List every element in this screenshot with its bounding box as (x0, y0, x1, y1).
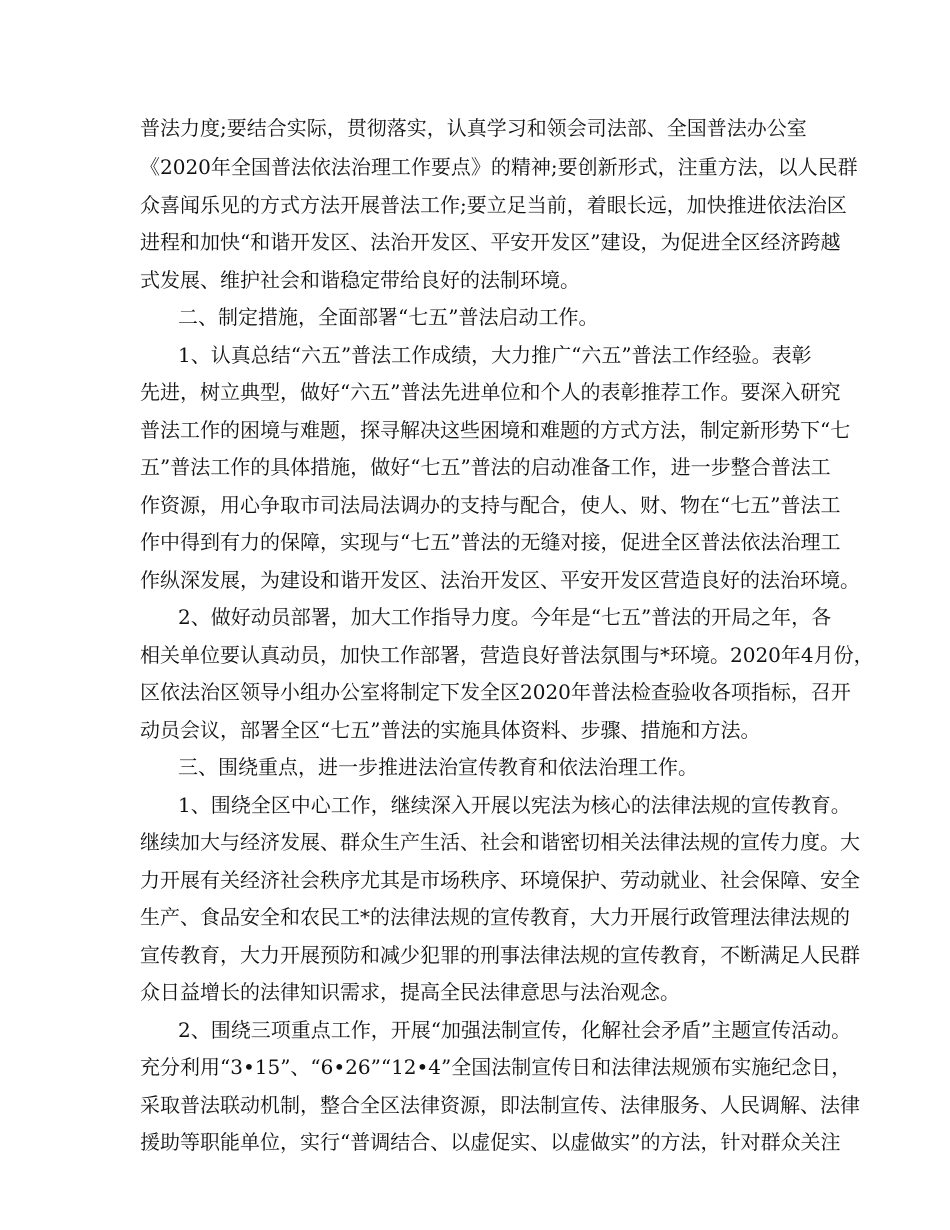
text-line: 普法工作的困境与难题，探寻解决这些困境和难题的方式方法，制定新形势下“七 (140, 418, 851, 442)
text-line: 作资源，用心争取市司法局法调办的支持与配合，使人、财、物在“七五”普法工 (140, 493, 841, 517)
text-line: 1、认真总结“六五”普法工作成绩，大力推广“六五”普法工作经验。表彰 (178, 343, 812, 367)
text-line: 五”普法工作的具体措施，做好“七五”普法的启动准备工作，进一步整合普法工 (140, 455, 831, 479)
text-line: 生产、食品安全和农民工*的法律法规的宣传教育，大力开展行政管理法律法规的 (140, 905, 850, 929)
text-line: 区依法治区领导小组办公室将制定下发全区2020年普法检查验收各项指标，召开 (140, 680, 851, 704)
text-line: 力开展有关经济社会秩序尤其是市场秩序、环境保护、劳动就业、社会保障、安全 (140, 868, 860, 892)
text-line: 作中得到有力的保障，实现与“七五”普法的无缝对接，促进全区普法依法治理工 (140, 530, 841, 554)
text-line: 普法力度;要结合实际，贯彻落实，认真学习和领会司法部、全国普法办公室 (140, 116, 807, 140)
text-line: 宣传教育，大力开展预防和减少犯罪的刑事法律法规的宣传教育，不断满足人民群 (140, 943, 860, 967)
text-line: 动员会议，部署全区“七五”普法的实施具体资料、步骤、措施和方法。 (140, 718, 761, 742)
text-line: 《2020年全国普法依法治理工作要点》的精神;要创新形式，注重方法，以人民群 (140, 155, 858, 179)
text-line: 1、围绕全区中心工作，继续深入开展以宪法为核心的法律法规的宣传教育。 (178, 793, 851, 817)
section-heading: 二、制定措施，全面部署“七五”普法启动工作。 (178, 305, 599, 329)
text-line: 2、做好动员部署，加大工作指导力度。今年是“七五”普法的开局之年，各 (178, 605, 832, 629)
text-line: 相关单位要认真动员，加快工作部署，营造良好普法氛围与*环境。2020年4月份， (140, 643, 874, 667)
text-line: 2、围绕三项重点工作，开展“加强法制宣传，化解社会矛盾”主题宣传活动。 (178, 1018, 852, 1042)
text-line: 众日益增长的法律知识需求，提高全民法律意思与法治观念。 (140, 980, 680, 1004)
text-line: 继续加大与经济发展、群众生产生活、社会和谐密切相关法律法规的宣传力度。大 (140, 830, 860, 854)
text-line: 式发展、维护社会和谐稳定带给良好的法制环境。 (140, 268, 580, 292)
section-heading: 三、围绕重点，进一步推进法治宣传教育和依法治理工作。 (178, 755, 698, 779)
text-line: 采取普法联动机制，整合全区法律资源，即法制宣传、法律服务、人民调解、法律 (140, 1093, 860, 1117)
text-line: 作纵深发展，为建设和谐开发区、法治开发区、平安开发区营造良好的法治环境。 (140, 568, 860, 592)
text-line: 众喜闻乐见的方式方法开展普法工作;要立足当前，着眼长远，加快推进依法治区 (140, 193, 847, 217)
text-line: 进程和加快“和谐开发区、法治开发区、平安开发区”建设，为促进全区经济跨越 (140, 230, 841, 254)
text-line: 援助等职能单位，实行“普调结合、以虚促实、以虚做实”的方法，针对群众关注 (140, 1130, 841, 1154)
text-line: 充分利用“3•15”、“6•26”“12•4”全国法制宣传日和法律法规颁布实施纪念日， (140, 1055, 852, 1079)
text-line: 先进，树立典型，做好“六五”普法先进单位和个人的表彰推荐工作。要深入研究 (140, 380, 841, 404)
